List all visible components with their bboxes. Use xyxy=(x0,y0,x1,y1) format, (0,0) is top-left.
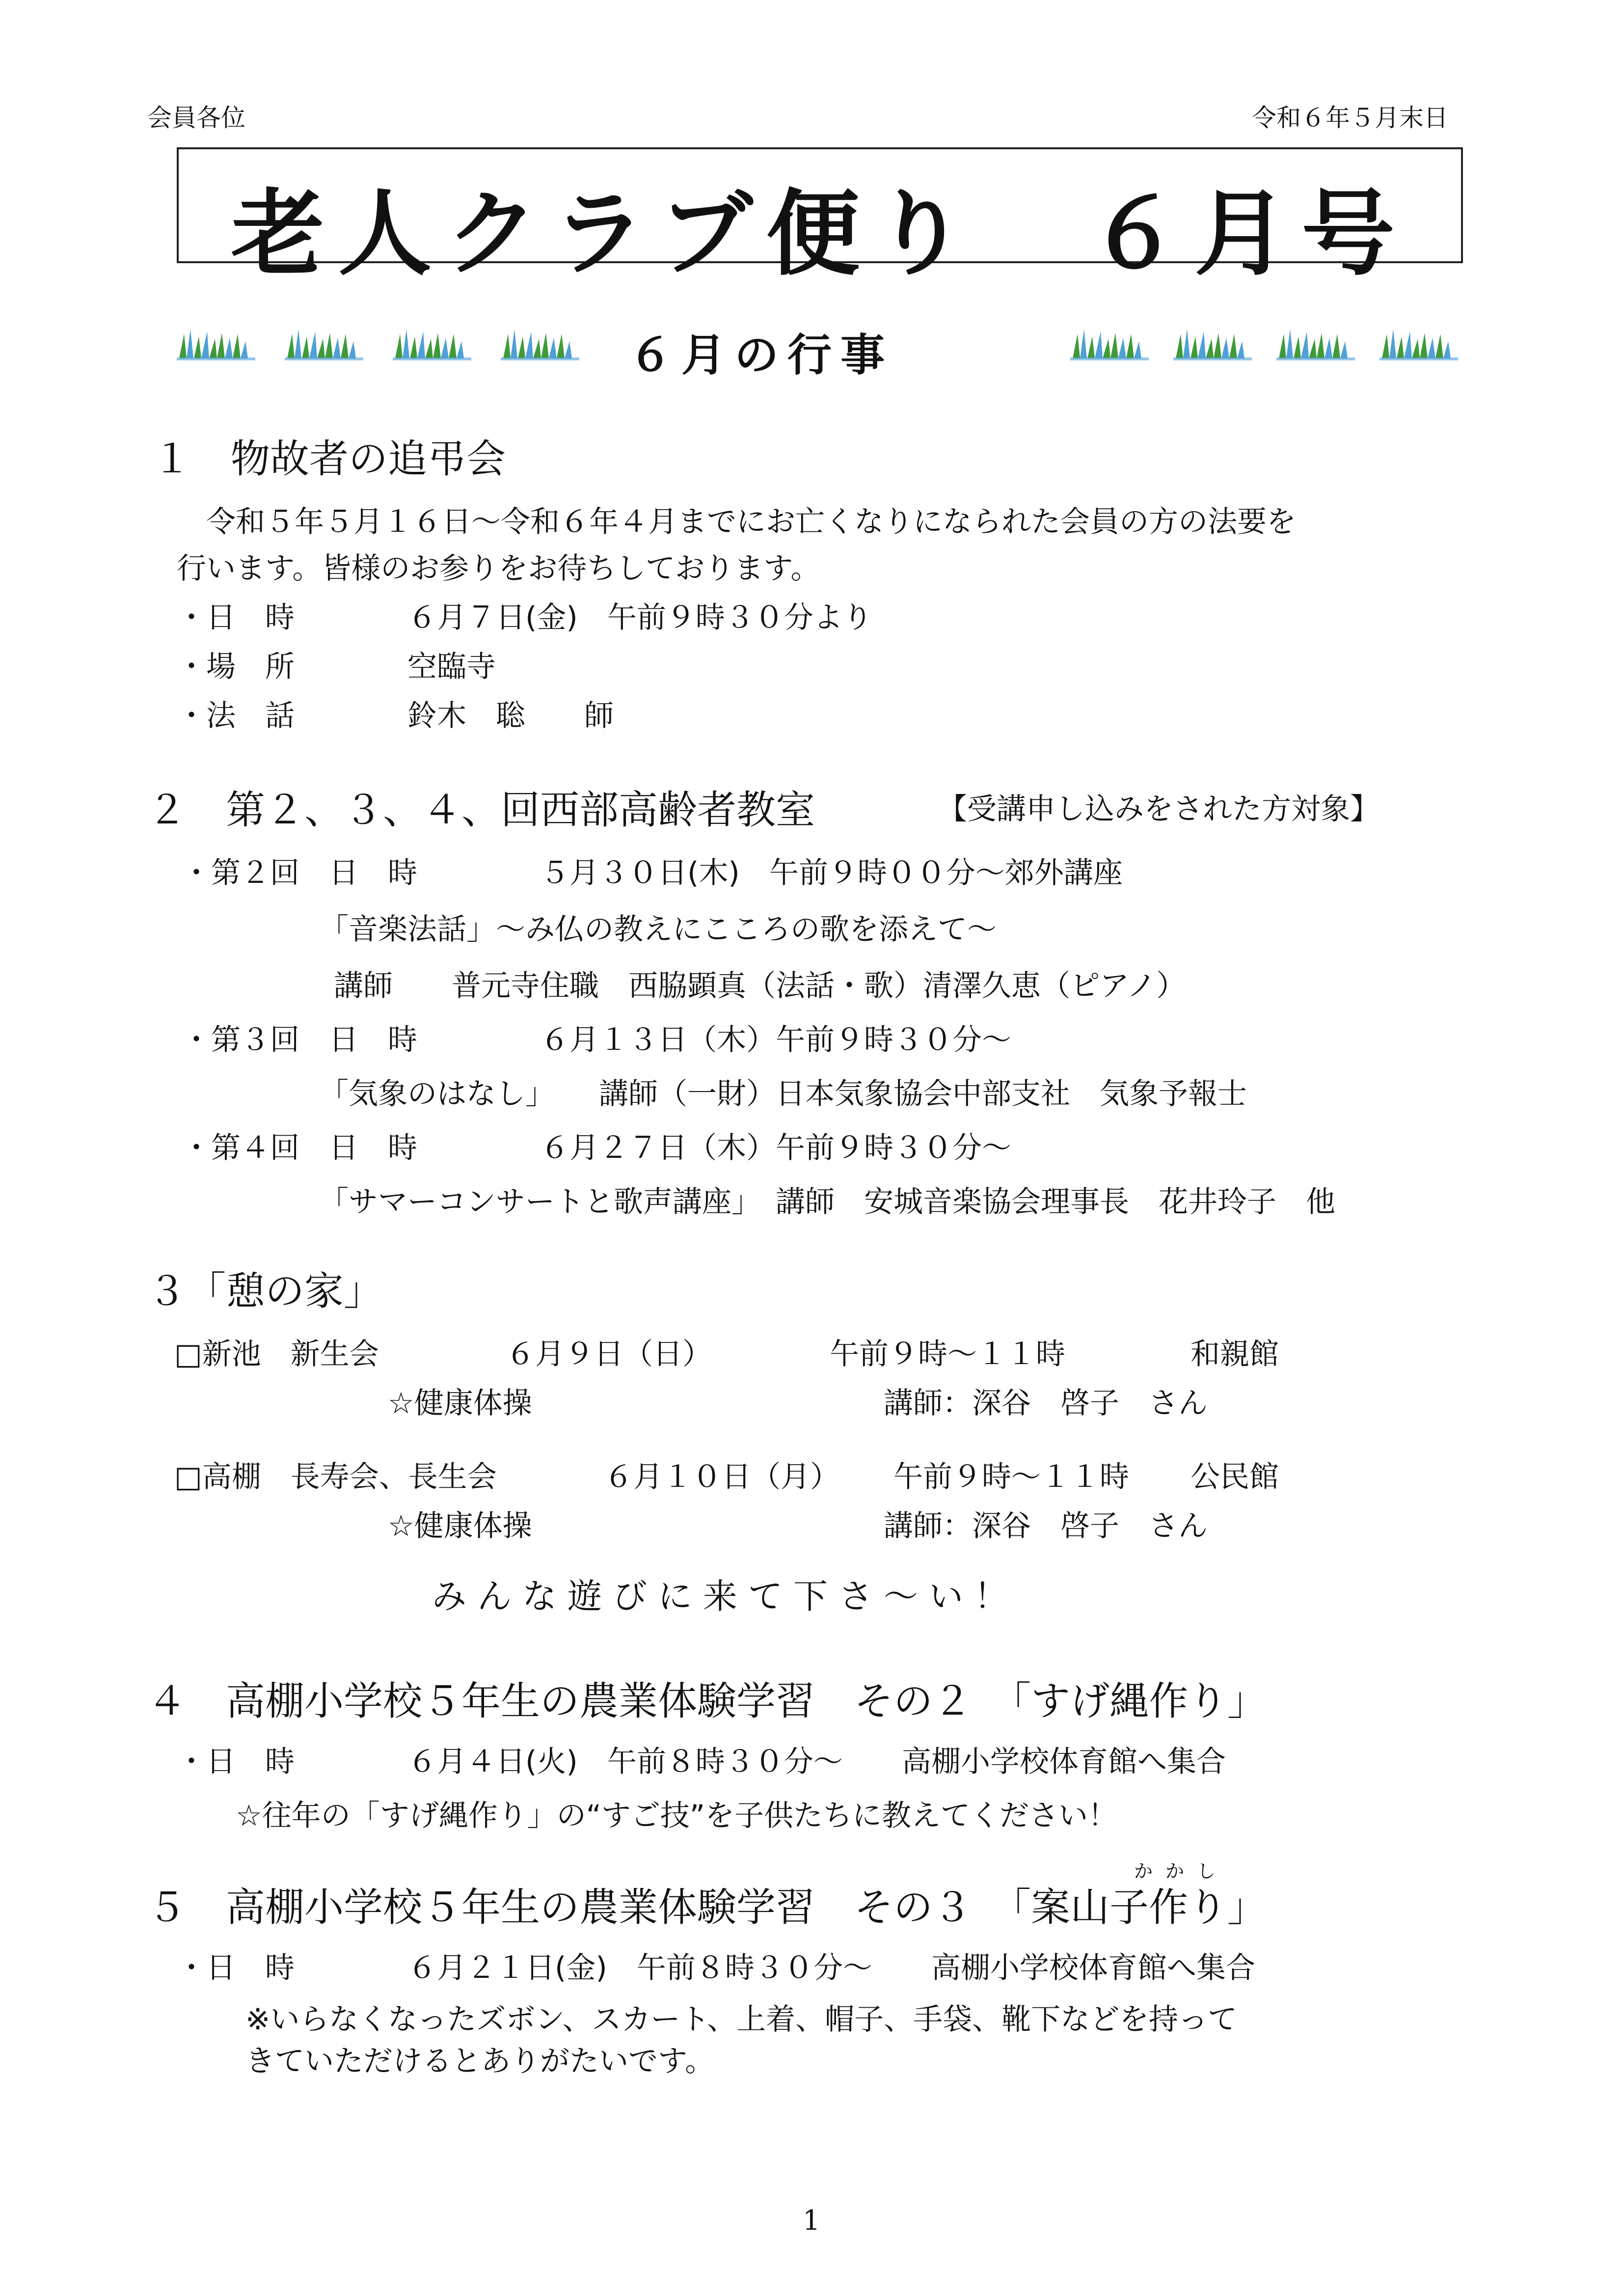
section5-date-label: ・日 時 xyxy=(177,1951,295,1985)
section3-heading: ３「憩の家」 xyxy=(147,1268,383,1314)
section1-date-value: ６月７日(金) 午前９時３０分より xyxy=(407,601,872,635)
ikoi-row1-time: 午前９時～１１時 xyxy=(830,1337,1065,1371)
ikoi-row1-date: ６月９日（日） xyxy=(506,1337,712,1371)
invitation-text: みんな遊びに来て下さ～い！ xyxy=(432,1576,1019,1616)
newsletter-title: 老人クラブ便り ６月号 xyxy=(231,180,1408,288)
section2-heading: ２ 第２、３、４、回西部高齢者教室 xyxy=(147,787,815,833)
section1-place-value: 空臨寺 xyxy=(407,650,496,684)
section4-heading: ４ 高棚小学校５年生の農業体験学習 その２ 「すげ縄作り」 xyxy=(147,1678,1267,1724)
section1-sermon-value: 鈴木 聡 師 xyxy=(407,699,614,733)
ikoi-row2-activity: ☆健康体操 xyxy=(388,1509,532,1543)
title-box xyxy=(177,147,1463,288)
section5-date-value: ６月２１日(金) 午前８時３０分～ 高棚小学校体育館へ集合 xyxy=(407,1951,1255,1985)
section5-note-line2: きていただけるとありがたいです。 xyxy=(245,2044,715,2078)
session4-title: 「サマーコンサートと歌声講座」 講師 安城音楽協会理事長 花井玲子 他 xyxy=(319,1185,1335,1219)
session2-value: ５月３０日(木) 午前９時００分～郊外講座 xyxy=(540,856,1123,890)
issue-date: 令和６年５月末日 xyxy=(1252,104,1448,132)
ikoi-row2-group: □高棚 長寿会、長生会 xyxy=(174,1460,497,1494)
grass-decoration-left-icon xyxy=(177,319,594,368)
session2-lecturer: 講師 普元寺住職 西脇顕真（法話・歌）清澤久恵（ピアノ） xyxy=(334,969,1186,1003)
page-number: 1 xyxy=(803,2205,820,2237)
section1-para1: 令和５年５月１６日～令和６年４月までにお亡くなりになられた会員の方の法要を xyxy=(206,505,1296,539)
events-title: ６月の行事 xyxy=(628,329,893,381)
ikoi-row1-group: □新池 新生会 xyxy=(174,1337,379,1371)
session3-label: ・第３回 日 時 xyxy=(182,1023,417,1057)
ikoi-row1-activity: ☆健康体操 xyxy=(388,1386,532,1421)
ikoi-row2-time: 午前９時～１１時 xyxy=(893,1460,1129,1494)
section1-para2: 行います。皆様のお参りをお待ちしております。 xyxy=(177,551,820,586)
scarecrow-ruby: かかし xyxy=(1134,1860,1229,1882)
session4-value: ６月２７日（木）午前９時３０分～ xyxy=(540,1131,1011,1165)
section2-note: 【受講申し込みをされた方対象】 xyxy=(938,792,1380,826)
section1-date-label: ・日 時 xyxy=(177,601,295,635)
section4-date-label: ・日 時 xyxy=(177,1745,295,1779)
session3-title: 「気象のはなし」 講師（一財）日本気象協会中部支社 気象予報士 xyxy=(319,1077,1247,1111)
session4-label: ・第４回 日 時 xyxy=(182,1131,417,1165)
ikoi-row2-lecturer: 講師：深谷 啓子 さん xyxy=(884,1509,1208,1543)
session2-title: 「音楽法話」～み仏の教えにこころの歌を添えて～ xyxy=(319,912,997,947)
ikoi-row1-place: 和親館 xyxy=(1190,1337,1279,1371)
section5-heading: ５ 高棚小学校５年生の農業体験学習 その３ 「案山子作り」 xyxy=(147,1885,1267,1930)
session2-label: ・第２回 日 時 xyxy=(182,856,417,890)
ikoi-row1-lecturer: 講師：深谷 啓子 さん xyxy=(884,1386,1208,1421)
recipient: 会員各位 xyxy=(147,104,245,132)
section4-note: ☆往年の「すげ縄作り」の“すご技”を子供たちに教えてください！ xyxy=(236,1799,1117,1833)
ikoi-row2-place: 公民館 xyxy=(1190,1460,1279,1494)
section1-heading: １ 物故者の追弔会 xyxy=(152,436,506,482)
section1-place-label: ・場 所 xyxy=(177,650,295,684)
session3-value: ６月１３日（木）午前９時３０分～ xyxy=(540,1023,1011,1057)
grass-decoration-right-icon xyxy=(1070,319,1488,368)
section1-sermon-label: ・法 話 xyxy=(177,699,295,733)
ikoi-row2-date: ６月１０日（月） xyxy=(604,1460,839,1494)
section5-note-line1: ※いらなくなったズボン、スカート、上着、帽子、手袋、靴下などを持って xyxy=(245,2002,1238,2037)
section4-date-value: ６月４日(火) 午前８時３０分～ 高棚小学校体育館へ集合 xyxy=(407,1745,1226,1779)
